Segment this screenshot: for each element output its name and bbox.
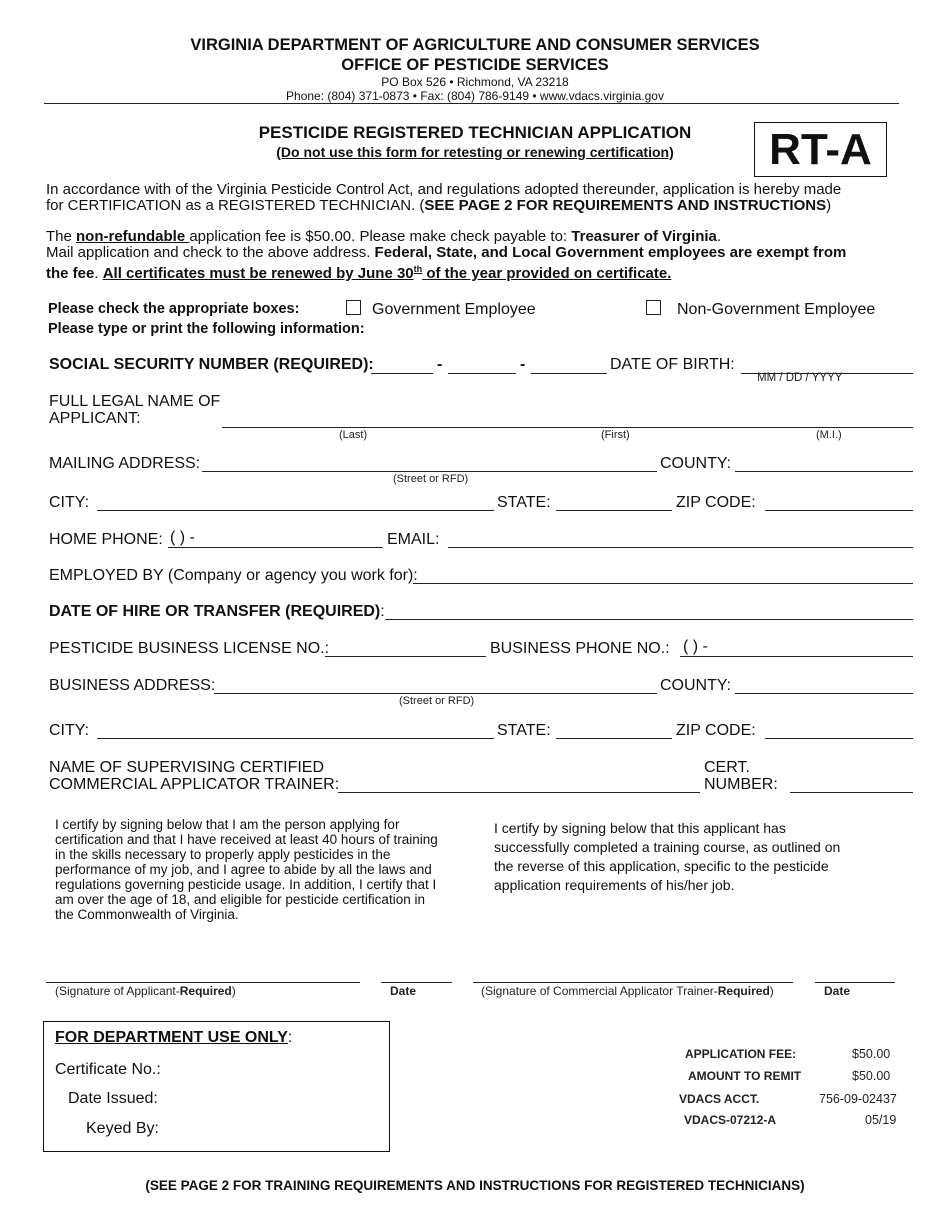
dob-label: DATE OF BIRTH:	[610, 356, 735, 373]
street-hint: (Street or RFD)	[399, 695, 475, 707]
business-zip-input[interactable]	[765, 719, 913, 739]
government-employee-label: Government Employee	[372, 301, 536, 318]
application-fee-value: $50.00	[852, 1047, 891, 1061]
government-employee-checkbox[interactable]	[346, 300, 361, 315]
home-phone-label: HOME PHONE:	[49, 531, 163, 548]
cert-label-line1: CERT.	[704, 759, 750, 776]
city-input[interactable]	[97, 491, 494, 511]
vdacs-account-value: 756-09-02437	[819, 1092, 897, 1106]
business-zip-label: ZIP CODE:	[676, 722, 756, 739]
ssn-dash: -	[520, 356, 526, 373]
applicant-date-line[interactable]	[381, 982, 452, 983]
department-use-box	[43, 1021, 390, 1152]
business-city-input[interactable]	[97, 719, 494, 739]
fee-paragraph: The non-refundable application fee is $50.00. Please make check payable to: Treasurer of Virginia. Mail application and check to the above address. Federal, State, and Local Government employees are exempt from the fee. All certificates must be renewed by June 30th of the year provided on certificate.	[46, 228, 847, 282]
trainer-date-line[interactable]	[815, 982, 895, 983]
ssn-label: SOCIAL SECURITY NUMBER (REQUIRED):	[49, 356, 374, 373]
vdacs-account-label: VDACS ACCT.	[679, 1092, 760, 1106]
business-city-label: CITY:	[49, 722, 90, 739]
business-state-label: STATE:	[497, 722, 551, 739]
cert-number-input[interactable]	[790, 773, 913, 793]
form-revision: 05/19	[865, 1113, 897, 1127]
ssn-part1-input[interactable]	[371, 355, 433, 375]
department-use-title: FOR DEPARTMENT USE ONLY:	[55, 1029, 293, 1046]
form-code-box: RT-A	[754, 122, 887, 177]
cert-label-line2: NUMBER:	[704, 776, 778, 793]
office-name: OFFICE OF PESTICIDE SERVICES	[341, 56, 609, 74]
office-contact: Phone: (804) 371-0873 • Fax: (804) 786-9149 • www.vdacs.virginia.gov	[286, 89, 664, 103]
mailing-address-label: MAILING ADDRESS:	[49, 455, 201, 472]
applicant-date-label: Date	[390, 984, 417, 998]
state-input[interactable]	[556, 491, 672, 511]
form-title: PESTICIDE REGISTERED TECHNICIAN APPLICATION	[258, 123, 692, 142]
department-name: VIRGINIA DEPARTMENT OF AGRICULTURE AND CONSUMER SERVICES	[190, 36, 760, 54]
home-phone-input[interactable]	[168, 528, 383, 548]
trainer-label-line1: NAME OF SUPERVISING CERTIFIED	[49, 759, 325, 776]
type-prompt: Please type or print the following information:	[48, 321, 365, 337]
trainer-certification: I certify by signing below that this applicant has successfully completed a training course, as outlined on the reverse of this application, specific to the pesticide application requirements of his/her job.	[494, 820, 841, 893]
applicant-signature-label: (Signature of Applicant-Required)	[55, 984, 236, 998]
name-label-line2: APPLICANT:	[49, 410, 141, 427]
ssn-part3-input[interactable]	[531, 355, 607, 375]
county-label: COUNTY:	[660, 455, 732, 472]
date-issued-label: Date Issued:	[68, 1090, 158, 1107]
last-name-hint: (Last)	[339, 429, 368, 441]
trainer-name-input[interactable]	[338, 773, 700, 793]
full-name-input[interactable]	[222, 407, 913, 427]
trainer-signature-label: (Signature of Commercial Applicator Trainer-Required)	[481, 984, 774, 998]
business-phone-label: BUSINESS PHONE NO.:	[490, 640, 670, 657]
form-number: VDACS-07212-A	[684, 1113, 777, 1127]
business-address-label: BUSINESS ADDRESS:	[49, 677, 216, 694]
home-phone-mask: ( ) -	[170, 529, 195, 546]
name-label-line1: FULL LEGAL NAME OF	[49, 393, 221, 410]
check-prompt: Please check the appropriate boxes:	[48, 301, 300, 317]
city-label: CITY:	[49, 494, 90, 511]
amount-to-remit-value: $50.00	[852, 1069, 891, 1083]
keyed-by-label: Keyed By:	[86, 1120, 159, 1137]
ssn-dash: -	[437, 356, 443, 373]
applicant-signature-line[interactable]	[46, 982, 360, 983]
header-divider	[44, 103, 899, 104]
business-county-label: COUNTY:	[660, 677, 732, 694]
application-fee-label: APPLICATION FEE:	[685, 1047, 797, 1061]
hire-date-input[interactable]	[385, 600, 913, 620]
certificate-no-label: Certificate No.:	[55, 1061, 161, 1078]
business-county-input[interactable]	[735, 674, 913, 694]
email-label: EMAIL:	[387, 531, 440, 548]
business-phone-mask: ( ) -	[683, 638, 708, 655]
middle-initial-hint: (M.I.)	[816, 429, 842, 441]
form-subtitle: (Do not use this form for retesting or renewing certification)	[276, 144, 674, 160]
amount-to-remit-label: AMOUNT TO REMIT	[688, 1069, 802, 1083]
footer-note: (SEE PAGE 2 FOR TRAINING REQUIREMENTS AND INSTRUCTIONS FOR REGISTERED TECHNICIANS)	[145, 1178, 805, 1193]
state-label: STATE:	[497, 494, 551, 511]
dob-format-hint: MM / DD / YYYY	[757, 372, 843, 384]
non-government-employee-label: Non-Government Employee	[677, 301, 876, 318]
license-label: PESTICIDE BUSINESS LICENSE NO.:	[49, 640, 330, 657]
intro-paragraph: In accordance with of the Virginia Pesticide Control Act, and regulations adopted thereunder, application is hereby made for CERTIFICATION as a REGISTERED TECHNICIAN. (SEE PAGE 2 FOR REQUIREMENTS AND INSTRUCTIONS)	[46, 181, 842, 214]
mailing-address-input[interactable]	[202, 452, 657, 472]
employed-by-input[interactable]	[413, 564, 913, 584]
street-hint: (Street or RFD)	[393, 473, 469, 485]
trainer-date-label: Date	[824, 984, 851, 998]
business-state-input[interactable]	[556, 719, 672, 739]
zip-input[interactable]	[765, 491, 913, 511]
trainer-label-line2: COMMERCIAL APPLICATOR TRAINER:	[49, 776, 340, 793]
zip-label: ZIP CODE:	[676, 494, 756, 511]
office-address: PO Box 526 • Richmond, VA 23218	[381, 75, 569, 89]
ssn-part2-input[interactable]	[448, 355, 516, 375]
applicant-certification: I certify by signing below that I am the person applying for certification and that I have received at least 40 hours of training in the skills necessary to properly apply pesticides in the performance of my job, and I agree to abide by all the laws and regulations governing pesticide usage. In addition, I certify that I am over the age of 18, and eligible for pesticide certification in the Commonwealth of Virginia.	[55, 817, 438, 922]
hire-date-label: DATE OF HIRE OR TRANSFER (REQUIRED):	[49, 603, 385, 620]
first-name-hint: (First)	[601, 429, 630, 441]
employed-by-label: EMPLOYED BY (Company or agency you work for):	[49, 567, 418, 584]
trainer-signature-line[interactable]	[473, 982, 793, 983]
county-input[interactable]	[735, 452, 913, 472]
license-input[interactable]	[325, 637, 486, 657]
email-input[interactable]	[448, 528, 913, 548]
business-phone-input[interactable]	[680, 637, 913, 657]
business-address-input[interactable]	[214, 674, 657, 694]
non-government-employee-checkbox[interactable]	[646, 300, 661, 315]
